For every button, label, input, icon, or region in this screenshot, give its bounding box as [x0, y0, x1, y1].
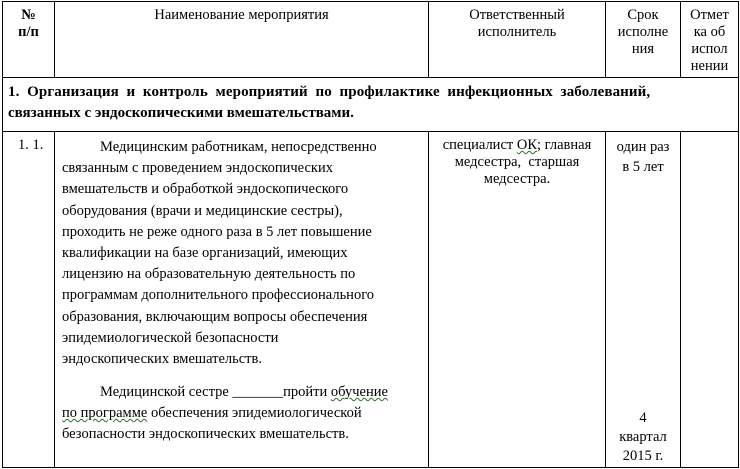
- deadline-2: 4 квартал 2015 г.: [619, 410, 667, 464]
- header-row-divider: [2, 77, 739, 78]
- responsible-text: специалист ОК; главная медсестра, старшая медсестра.: [442, 137, 592, 187]
- col-divider-4-body: [680, 131, 681, 468]
- table-border-left: [2, 1, 3, 468]
- task-2-text: Медицинской сестре _______пройти обучение по программе обеспечения эпидемиологической безопасности эндоскопических вмешательств.: [62, 384, 388, 443]
- header-name: Наименование мероприятия: [154, 7, 329, 23]
- header-num: № п/п: [18, 7, 39, 40]
- col-divider-1-body: [54, 131, 55, 468]
- task-1-text: Медицинским работникам, непосредственно связанным с проведением эндоскопических вмешательств и обработкой эндоскопического оборудования (врачи и медицинские сестры), проходить не реже одного раза в 5 лет повышение квалификации на базе организаций, имеющих лицензию на образовательную деятельность по программам дополнительного профессионального образования, включающим вопросы обеспечения эпидемиологической безопасности эндоскопических вмешательств.: [62, 139, 377, 368]
- table-border-right: [738, 1, 739, 468]
- section-title: 1. Организация и контроль мероприятий по профилактике инфекционных заболеваний, связанных с эндоскопическими вмешательствами.: [8, 84, 651, 121]
- section-row-divider: [2, 131, 739, 132]
- header-mark: Отмет ка об испол нении: [690, 7, 729, 74]
- table-border-top: [2, 1, 739, 2]
- table-border-bottom: [2, 467, 739, 468]
- row-number: 1. 1.: [18, 137, 44, 153]
- header-deadline: Срок исполне ния: [617, 7, 669, 57]
- deadline-1: один раз в 5 лет: [616, 139, 670, 175]
- header-responsible: Ответственный исполнитель: [469, 7, 565, 40]
